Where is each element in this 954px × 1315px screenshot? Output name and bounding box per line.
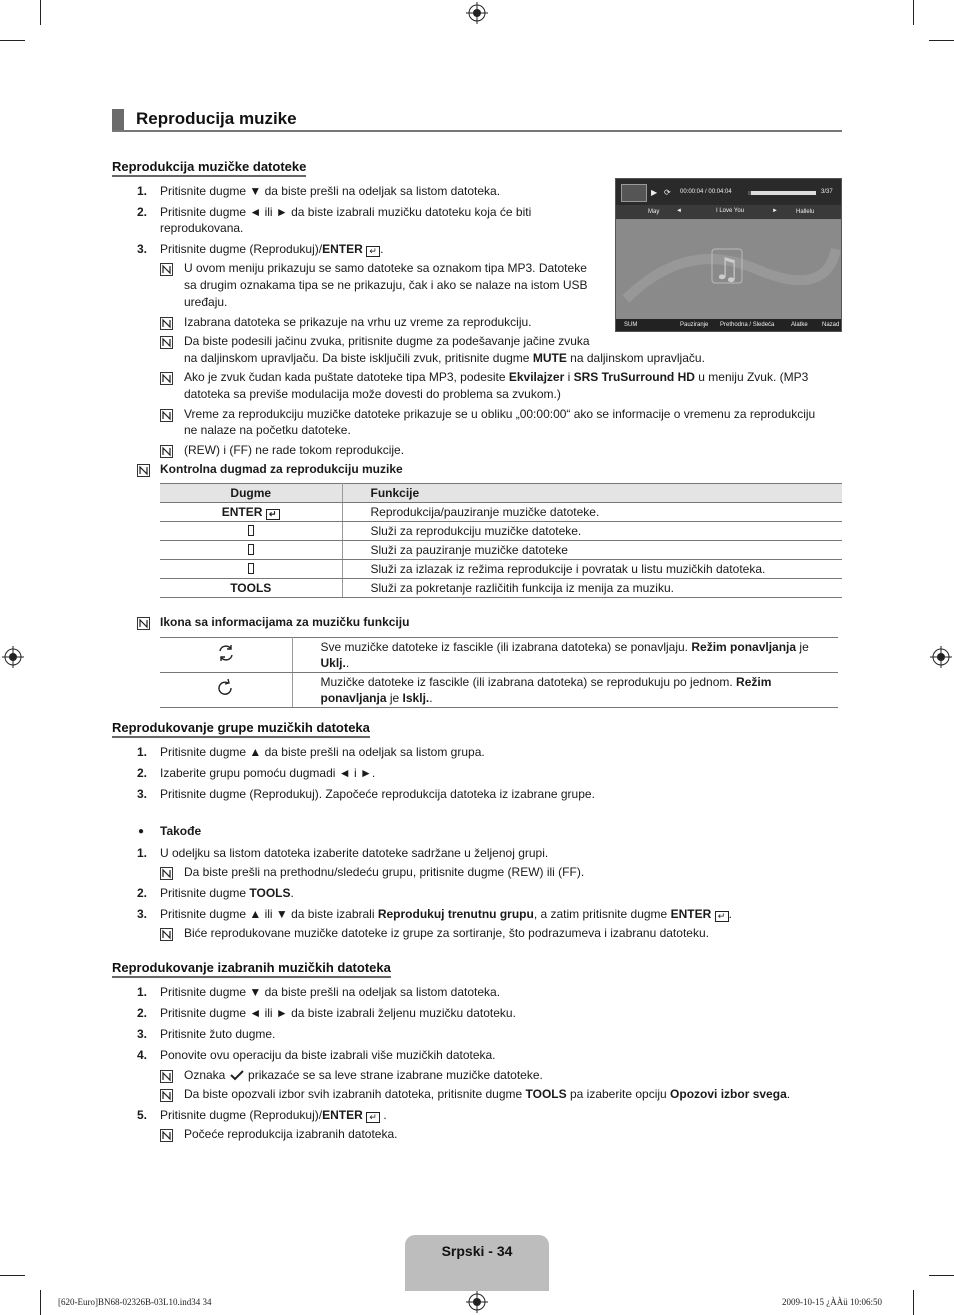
- crop-mark: [40, 0, 41, 25]
- player-top-bar: [616, 179, 842, 205]
- step-number: 1.: [137, 745, 148, 759]
- info-icons-heading: Ikona sa informacijama za muzičku funkciju: [160, 615, 410, 629]
- repeat-off-icon: [216, 678, 236, 698]
- play-icon: ▶: [651, 188, 658, 197]
- prev-next-label: Prethodna / Sledeća: [720, 322, 775, 328]
- step-number: 2.: [137, 766, 148, 780]
- enter-icon: ↵: [266, 509, 280, 520]
- note-icon: [160, 336, 173, 349]
- note-icon: [160, 317, 173, 330]
- step-number: 1.: [137, 985, 148, 999]
- note-text: Vreme za reprodukciju muzičke datoteke prikazuje se u obliku „00:00:00“ ako se informacije o vremenu za reprodukciju: [184, 407, 816, 421]
- track-nav-bar: [616, 205, 842, 219]
- table-row: Muzičke datoteke iz fascikle (ili izabrana datoteka) se reprodukuju po jednom. Režim ponavljanja je Isklj..: [160, 673, 838, 708]
- step-number: 2.: [137, 205, 148, 219]
- step-text: Pritisnite dugme TOOLS.: [160, 886, 294, 900]
- crop-mark: [40, 1290, 41, 1315]
- left-arrow-icon: ◄: [676, 208, 682, 214]
- table-row: Služi za pauziranje muzičke datoteke: [160, 541, 842, 560]
- step-number: 3.: [137, 787, 148, 801]
- prev-track-label: May: [648, 209, 660, 215]
- note-icon: [160, 867, 173, 880]
- section-heading: Reprodukcija muzičke datoteke: [112, 159, 306, 177]
- crop-mark: [0, 40, 25, 41]
- step-number: 5.: [137, 1108, 148, 1122]
- step-text: reprodukovana.: [160, 221, 244, 235]
- step-text: Ponovite ovu operaciju da biste izabrali više muzičkih datoteka.: [160, 1048, 496, 1062]
- track-count: 3/37: [821, 189, 833, 195]
- svg-text:♫: ♫: [713, 252, 741, 287]
- note-icon: [160, 1089, 173, 1102]
- step-number: 2.: [137, 886, 148, 900]
- info-icons-table: [160, 637, 838, 708]
- step-text: Pritisnite dugme ▲ da biste prešli na odeljak sa listom grupa.: [160, 745, 485, 759]
- enter-icon: ↵: [366, 1112, 380, 1123]
- step-text: Pritisnite dugme (Reprodukuj)/ENTER ↵ .: [160, 242, 384, 256]
- note-text: ne nalaze na početku datoteke.: [184, 423, 351, 437]
- page-title: Reproducija muzike: [136, 109, 297, 128]
- step-number: 1.: [137, 846, 148, 860]
- progress-bar: [748, 191, 816, 195]
- step-number: 3.: [137, 907, 148, 921]
- also-label: Takođe: [160, 824, 202, 838]
- note-text: Izabrana datoteka se prikazuje na vrhu uz vreme za reprodukciju.: [184, 315, 532, 329]
- registration-mark-icon: [466, 1291, 488, 1313]
- crop-mark: [0, 1275, 25, 1276]
- note-text: (REW) i (FF) ne rade tokom reprodukcije.: [184, 443, 405, 457]
- bullet-icon: ●: [138, 826, 145, 837]
- pause-button-icon: [248, 544, 254, 555]
- note-text: uređaju.: [184, 295, 228, 309]
- table-header: Dugme: [160, 484, 342, 503]
- controls-heading: Kontrolna dugmad za reprodukciju muzike: [160, 462, 403, 476]
- note-text: sa drugim oznakama tipa se ne prikazuju, čak i ako se nalaze na istom USB: [184, 278, 588, 292]
- note-icon: [137, 617, 150, 630]
- step-number: 3.: [137, 1027, 148, 1041]
- step-text: Pritisnite dugme (Reprodukuj)/ENTER ↵ .: [160, 1108, 387, 1122]
- album-art-thumb: [621, 184, 647, 202]
- pause-label: Pauziranje: [680, 322, 709, 328]
- step-number: 4.: [137, 1048, 148, 1062]
- table-row: ENTER ↵ Reprodukcija/pauziranje muzičke datoteke.: [160, 503, 842, 522]
- crop-mark: [929, 1275, 954, 1276]
- enter-icon: ↵: [366, 246, 380, 257]
- note-icon: [160, 928, 173, 941]
- repeat-icon: ⟳: [664, 188, 671, 197]
- step-text: Pritisnite žuto dugme.: [160, 1027, 276, 1041]
- note-text: Da biste podesili jačinu zvuka, pritisnite dugme za podešavanje jačine zvuka: [184, 334, 590, 348]
- controls-table: [160, 483, 842, 598]
- title-rule: [112, 130, 842, 132]
- note-icon: [160, 1129, 173, 1142]
- section-heading: Reprodukovanje grupe muzičkih datoteka: [112, 720, 370, 738]
- section-heading: Reprodukovanje izabranih muzičkih datoteka: [112, 960, 391, 978]
- checkmark-icon: [229, 1069, 245, 1081]
- table-row: Sve muzičke datoteke iz fascikle (ili izabrana datoteka) se ponavljaju. Režim ponavljanja je Uklj..: [160, 638, 838, 673]
- stop-button-icon: [248, 563, 254, 574]
- play-button-icon: [248, 525, 254, 536]
- next-track-label: Hallelu: [796, 209, 815, 215]
- current-track-label: I Love You: [716, 208, 745, 214]
- note-text: U ovom meniju prikazuju se samo datoteke sa oznakom tipa MP3. Datoteke: [184, 261, 587, 275]
- note-text: Počeće reprodukcija izabranih datoteka.: [184, 1127, 398, 1141]
- print-info-left: [620-Euro]BN68-02326B-03L10.ind34 34: [58, 1297, 212, 1307]
- step-number: 1.: [137, 184, 148, 198]
- step-number: 2.: [137, 1006, 148, 1020]
- note-icon: [160, 445, 173, 458]
- crop-mark: [913, 1290, 914, 1315]
- step-text: Izaberite grupu pomoću dugmadi ◄ i ►.: [160, 766, 376, 780]
- note-text: datoteka sa previše modulacija može dovesti do problema sa zvukom.): [184, 387, 561, 401]
- table-row: Služi za reprodukciju muzičke datoteke.: [160, 522, 842, 541]
- print-info-right: 2009-10-15 ¿ÀÀü 10:06:50: [782, 1297, 882, 1307]
- title-bar-marker: [112, 109, 124, 131]
- note-text: Biće reprodukovane muzičke datoteke iz grupe za sortiranje, što podrazumeva i izabranu datoteku.: [184, 926, 709, 940]
- step-text: Pritisnite dugme ◄ ili ► da biste izabrali muzičku datoteku koja će biti: [160, 205, 532, 219]
- enter-icon: ↵: [715, 911, 729, 922]
- return-label: Nazad: [822, 322, 840, 328]
- table-row: TOOLS Služi za pokretanje različitih funkcija iz menija za muziku.: [160, 579, 842, 598]
- player-bottom-bar: [616, 319, 842, 332]
- step-text: U odeljku sa listom datoteka izaberite datoteke sadržane u željenoj grupi.: [160, 846, 549, 860]
- right-arrow-icon: ►: [772, 208, 778, 214]
- note-icon: [160, 372, 173, 385]
- page-number: Srpski - 34: [441, 1243, 513, 1259]
- step-text: Pritisnite dugme ▲ ili ▼ da biste izabrali Reprodukuj trenutnu grupu, a zatim pritisnite dugme ENTER ↵ .: [160, 907, 732, 921]
- table-row: Služi za izlazak iz režima reprodukcije i povratak u listu muzičkih datoteka.: [160, 560, 842, 579]
- note-text: Ako je zvuk čudan kada puštate datoteke tipa MP3, podesite Ekvilajzer i SRS TruSurround HD u meniju Zvuk. (MP3: [184, 370, 809, 384]
- registration-mark-icon: [930, 646, 952, 668]
- play-time: 00:00:04 / 00:04:04: [680, 189, 732, 195]
- registration-mark-icon: [2, 646, 24, 668]
- music-player-screenshot: [615, 178, 842, 332]
- step-text: Pritisnite dugme (Reprodukuj). Započeće reprodukcija datoteka iz izabrane grupe.: [160, 787, 595, 801]
- note-text: Da biste prešli na prethodnu/sledeću grupu, pritisnite dugme (REW) ili (FF).: [184, 865, 585, 879]
- step-text: Pritisnite dugme ▼ da biste prešli na odeljak sa listom datoteka.: [160, 985, 501, 999]
- registration-mark-icon: [466, 2, 488, 24]
- note-icon: [137, 464, 150, 477]
- repeat-all-icon: [216, 643, 236, 663]
- note-icon: [160, 1070, 173, 1083]
- tools-label: Alatke: [791, 322, 808, 328]
- step-number: 3.: [137, 242, 148, 256]
- crop-mark: [913, 0, 914, 25]
- note-text: Oznaka prikazaće se sa leve strane izabrane muzičke datoteke.: [184, 1068, 543, 1082]
- note-icon: [160, 409, 173, 422]
- sum-label: SUM: [624, 322, 638, 328]
- note-text: Da biste opozvali izbor svih izabranih datoteka, pritisnite dugme TOOLS pa izaberite opciju Opozovi izbor svega.: [184, 1087, 791, 1101]
- step-text: Pritisnite dugme ◄ ili ► da biste izabrali željenu muzičku datoteku.: [160, 1006, 516, 1020]
- note-icon: [160, 263, 173, 276]
- note-text: na daljinskom upravljaču. Da biste isključili zvuk, pritisnite dugme MUTE na daljinskom upravljaču.: [184, 351, 705, 365]
- music-note-icon: [616, 219, 842, 319]
- crop-mark: [929, 40, 954, 41]
- step-text: Pritisnite dugme ▼ da biste prešli na odeljak sa listom datoteka.: [160, 184, 501, 198]
- table-header: Funkcije: [342, 484, 842, 503]
